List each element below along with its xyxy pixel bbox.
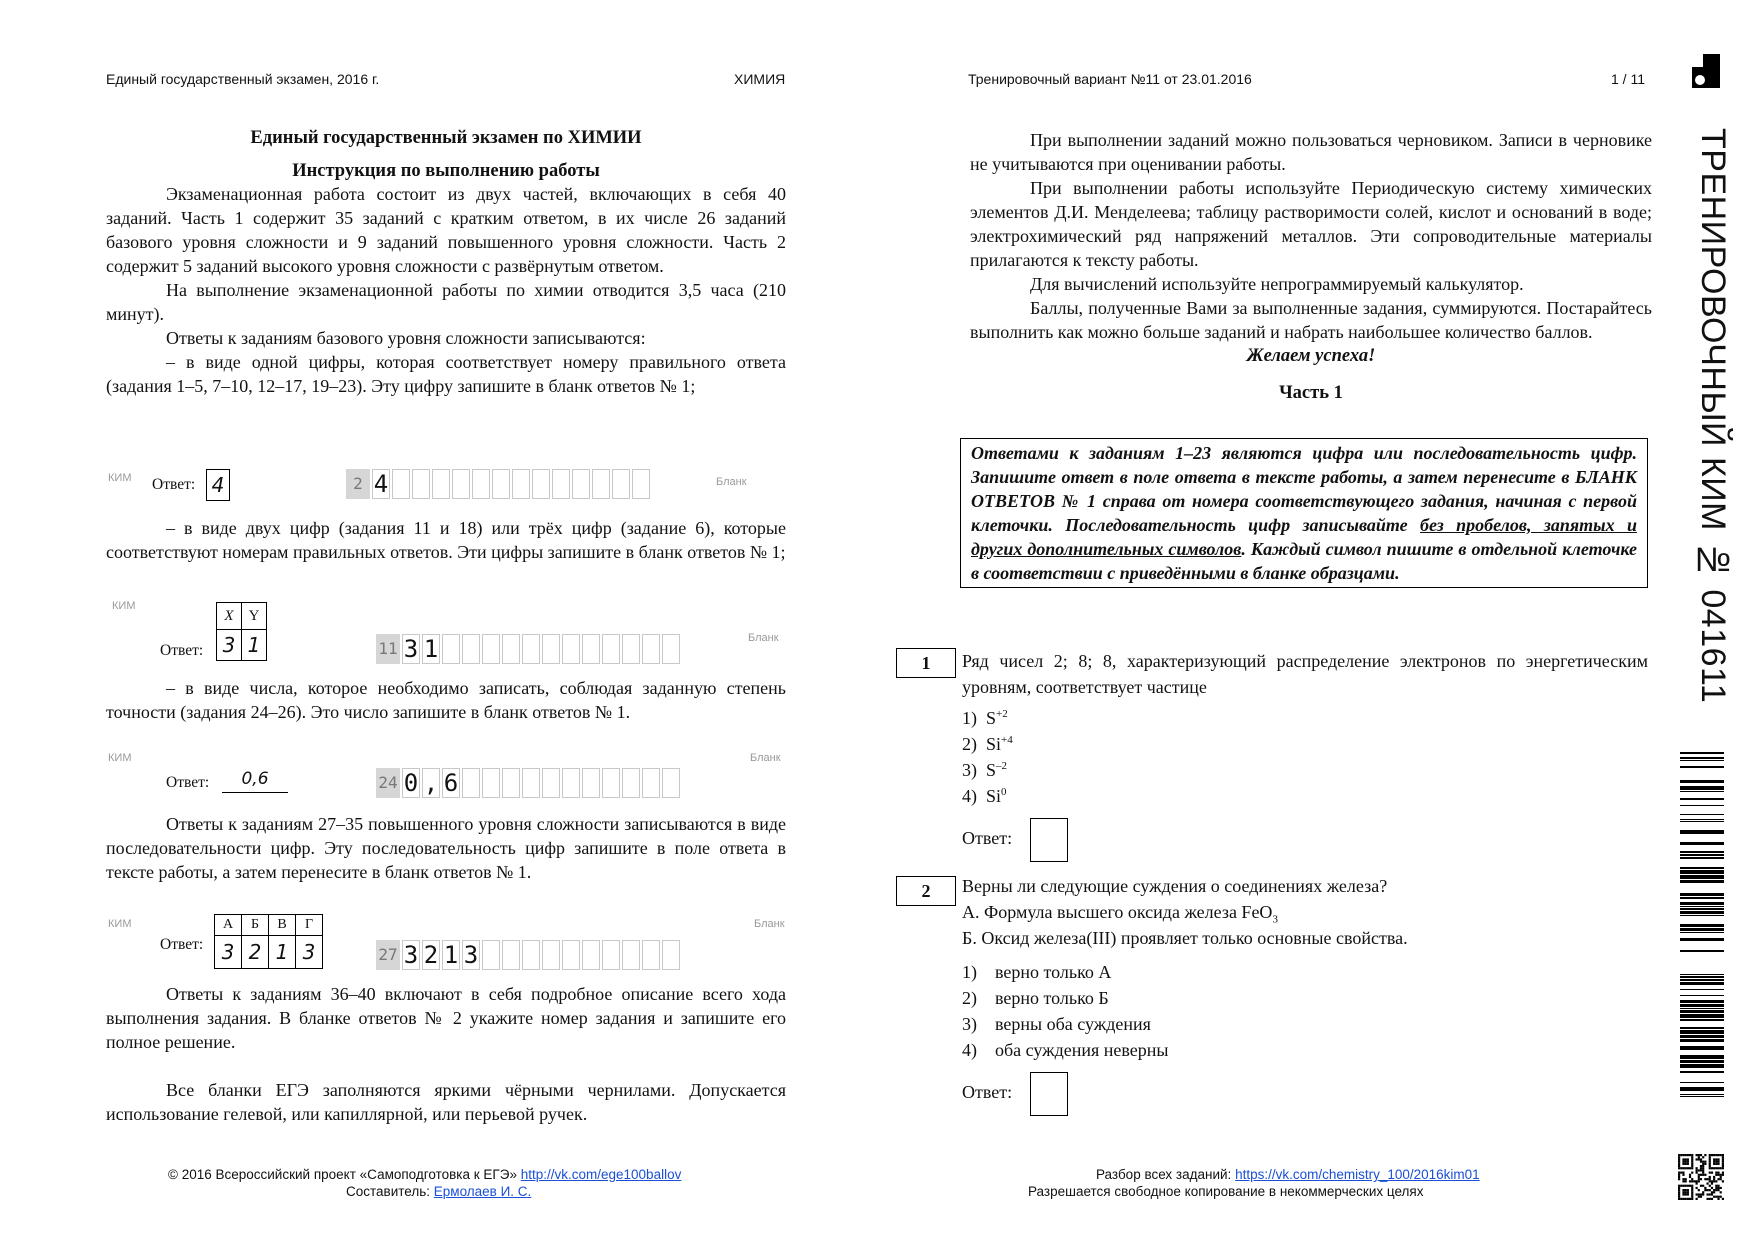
q2-answer-label: Ответ: bbox=[962, 1082, 1013, 1102]
example1-answer-cell: 4 bbox=[206, 469, 230, 501]
example-answer-label: Ответ: bbox=[152, 476, 196, 493]
table-header-y: Y bbox=[242, 602, 267, 630]
table-value: 3 bbox=[214, 936, 242, 969]
task-number-2: 2 bbox=[896, 876, 956, 906]
example2-answer-grid bbox=[376, 634, 682, 664]
footer-vk-link[interactable]: http://vk.com/ege100ballov bbox=[520, 1167, 682, 1182]
grid-task-number: 2 bbox=[346, 469, 370, 499]
grid-cell: 6 bbox=[443, 769, 459, 797]
table-header: Г bbox=[296, 914, 323, 936]
q1-answer-label: Ответ: bbox=[962, 828, 1013, 848]
kim-label: КИМ bbox=[108, 472, 132, 484]
footer-author: Составитель: Ермолаев И. С. bbox=[346, 1184, 532, 1199]
q1-option-1[interactable]: 1) $S^{+2}$ bbox=[962, 708, 1008, 728]
wish-text: Желаем успеха! bbox=[1246, 346, 1376, 366]
table-header-x: X bbox=[216, 602, 242, 630]
table-value: 2 bbox=[242, 936, 269, 969]
vertical-kim-label: ТРЕНИРОВОЧНЫЙ КИМ № 041611 bbox=[1694, 128, 1732, 704]
example1-answer-grid bbox=[346, 469, 652, 499]
right-column bbox=[970, 128, 1652, 404]
footer-analysis-link[interactable]: https://vk.com/chemistry_100/2016kim01 bbox=[1235, 1167, 1480, 1182]
example-answer-label: Ответ: bbox=[160, 642, 204, 659]
paragraph-calculator: Для вычислений используйте непрограммируемый калькулятор. bbox=[1030, 274, 1524, 294]
example3-answer-line: 0,6 bbox=[222, 766, 288, 793]
question-1-text: Ряд чисел 2; 8; 8, характеризующий распределение электронов по энергетическим уровням, соответствует частице bbox=[962, 651, 1648, 697]
question-2-text: Верны ли следующие суждения о соединениях железа? bbox=[962, 876, 1388, 896]
task-number-1: 1 bbox=[896, 648, 956, 678]
footer-left: © 2016 Всероссийский проект «Самоподготовка к ЕГЭ» http://vk.com/ege100ballov bbox=[168, 1167, 682, 1182]
header-subject: ХИМИЯ bbox=[734, 71, 786, 87]
example-answer-label: Ответ: bbox=[166, 774, 210, 791]
exam-title: Единый государственный экзамен по ХИМИИ bbox=[250, 128, 642, 148]
example4-table bbox=[214, 914, 323, 969]
grid-cell: 3 bbox=[463, 941, 479, 969]
instruction-title: Инструкция по выполнению работы bbox=[292, 161, 600, 181]
footer-copy-note: Разрешается свободное копирование в некоммерческих целях bbox=[1028, 1184, 1424, 1199]
table-value: 1 bbox=[242, 630, 267, 661]
kim-label: КИМ bbox=[112, 600, 136, 612]
example3-answer-grid bbox=[376, 768, 682, 798]
paragraph-draft: При выполнении заданий можно пользоваться черновиком. Записи в черновике не учитываются при оценивании работы. bbox=[970, 130, 1652, 174]
grid-cell: 0 bbox=[403, 769, 419, 797]
left-column bbox=[106, 120, 786, 398]
grid-task-number: 24 bbox=[376, 768, 400, 798]
example-answer-label: Ответ: bbox=[160, 936, 204, 953]
left-column-continued bbox=[106, 516, 786, 564]
kim-label: КИМ bbox=[108, 752, 132, 764]
q1-option-3[interactable]: 3) $S^{-2}$ bbox=[962, 760, 1008, 780]
header-variant: Тренировочный вариант №11 от 23.01.2016 bbox=[968, 71, 1252, 87]
table-value: 3 bbox=[216, 630, 242, 661]
table-value: 1 bbox=[269, 936, 296, 969]
grid-task-number: 27 bbox=[376, 940, 400, 970]
q2-option-4[interactable]: 4) оба суждения неверны bbox=[962, 1040, 1169, 1060]
paragraph-materials: При выполнении работы используйте Периодическую систему химических элементов Д.И. Менделеева; таблицу растворимости солей, кислот и оснований в воде; электрохимический ряд напряжений металлов. Эти сопроводительные материалы прилагаются к тексту работы. bbox=[970, 178, 1652, 270]
blank-label: Бланк bbox=[754, 918, 785, 930]
barcode-icon bbox=[1680, 752, 1724, 1100]
q2-option-1[interactable]: 1) верно только А bbox=[962, 962, 1112, 982]
grid-cell: 2 bbox=[423, 941, 439, 969]
q2-statement-a: А. Формула высшего оксида железа FeO$_3$ bbox=[962, 902, 1278, 926]
left-column-continued bbox=[106, 812, 786, 884]
q1-option-2[interactable]: 2) $Si^{+4}$ bbox=[962, 734, 1013, 754]
qr-code-icon bbox=[1678, 1154, 1724, 1200]
paragraph-basic-answers: Ответы к заданиям базового уровня сложности записываются: bbox=[166, 328, 646, 348]
part1-instruction-text: Ответами к заданиям 1–23 являются цифра или последовательность цифр. Запишите ответ в поле ответа в тексте работы, а затем перенесите в БЛАНК ОТВЕТОВ № 1 справа от номера соответствующего задания, начиная с первой клеточки. Последовательность цифр записывайте без пробелов, запятых и других дополнительных символов. Каждый символ пишите в отдельной клеточке в соответствии с приведёнными в бланке образцами. bbox=[971, 443, 1637, 583]
blank-label: Бланк bbox=[750, 752, 781, 764]
blank-label: Бланк bbox=[748, 632, 779, 644]
blank-label: Бланк bbox=[716, 476, 747, 488]
kim-label: КИМ bbox=[108, 918, 132, 930]
q1-answer-box[interactable] bbox=[1030, 818, 1068, 862]
paragraph-sequence: Ответы к заданиям 27–35 повышенного уровня сложности записываются в виде последовательности цифр. Эту последовательность цифр запишите в поле ответа в тексте работы, а затем перенесите в бланк ответов № 1. bbox=[106, 814, 786, 882]
left-column-continued bbox=[106, 676, 786, 724]
corner-marker-icon bbox=[1692, 54, 1720, 88]
table-header: А bbox=[214, 914, 242, 936]
grid-cell: , bbox=[423, 769, 439, 797]
table-value: 3 bbox=[296, 936, 323, 969]
part-title: Часть 1 bbox=[1279, 383, 1343, 403]
table-header: Б bbox=[242, 914, 269, 936]
grid-cell: 1 bbox=[423, 635, 439, 663]
table-header: В bbox=[269, 914, 296, 936]
header-left: Единый государственный экзамен, 2016 г. bbox=[106, 71, 380, 87]
q2-answer-box[interactable] bbox=[1030, 1072, 1068, 1116]
grid-cell: 1 bbox=[443, 941, 459, 969]
paragraph-time: На выполнение экзаменационной работы по химии отводится 3,5 часа (210 минут). bbox=[106, 280, 786, 324]
footer-author-link[interactable]: Ермолаев И. С. bbox=[433, 1184, 532, 1199]
paragraph-ink: Все бланки ЕГЭ заполняются яркими чёрными чернилами. Допускается использование гелевой, или капиллярной, или перьевой ручек. bbox=[106, 1080, 786, 1124]
part1-instruction-box bbox=[960, 438, 1648, 588]
q2-option-3[interactable]: 3) верны оба суждения bbox=[962, 1014, 1151, 1034]
paragraph-number: – в виде числа, которое необходимо записать, соблюдая заданную степень точности (задания 24–26). Это число запишите в бланк ответов № 1. bbox=[106, 678, 786, 722]
grid-cell: 3 bbox=[403, 941, 419, 969]
q2-statement-b: Б. Оксид железа(III) проявляет только основные свойства. bbox=[962, 928, 1408, 948]
paragraph-detailed: Ответы к заданиям 36–40 включают в себя подробное описание всего хода выполнения задания. В бланке ответов № 2 укажите номер задания и запишите его полное решение. bbox=[106, 984, 786, 1052]
grid-cell: 3 bbox=[403, 635, 419, 663]
footer-right: Разбор всех заданий: https://vk.com/chemistry_100/2016kim01 bbox=[1096, 1167, 1480, 1182]
paragraph-two-digits: – в виде двух цифр (задания 11 и 18) или трёх цифр (задание 6), которые соответствуют номерам правильных ответов. Эти цифры запишите в бланк ответов № 1; bbox=[106, 518, 786, 562]
grid-cell: 4 bbox=[373, 470, 389, 498]
grid-task-number: 11 bbox=[376, 634, 400, 664]
paragraph-structure: Экзаменационная работа состоит из двух частей, включающих в себя 40 заданий. Часть 1 содержит 35 заданий с кратким ответом, в их числе 26 заданий базового уровня сложности и 9 заданий повышенного уровня сложности. Часть 2 содержит 5 заданий высокого уровня сложности с развёрнутым ответом. bbox=[106, 184, 786, 276]
paragraph-score: Баллы, полученные Вами за выполненные задания, суммируются. Постарайтесь выполнить как можно больше заданий и набрать наибольшее количество баллов. bbox=[970, 298, 1652, 342]
left-column-continued bbox=[106, 982, 786, 1126]
example4-answer-grid bbox=[376, 940, 682, 970]
q1-option-4[interactable]: 4) Si$^0$ bbox=[962, 786, 1007, 806]
q2-option-2[interactable]: 2) верно только Б bbox=[962, 988, 1109, 1008]
example2-table bbox=[216, 602, 267, 661]
header-page-number: 1 / 11 bbox=[1611, 71, 1645, 87]
paragraph-one-digit: – в виде одной цифры, которая соответствует номеру правильного ответа (задания 1–5, 7–10, 12–17, 19–23). Эту цифру запишите в бланк ответов № 1; bbox=[106, 352, 786, 396]
